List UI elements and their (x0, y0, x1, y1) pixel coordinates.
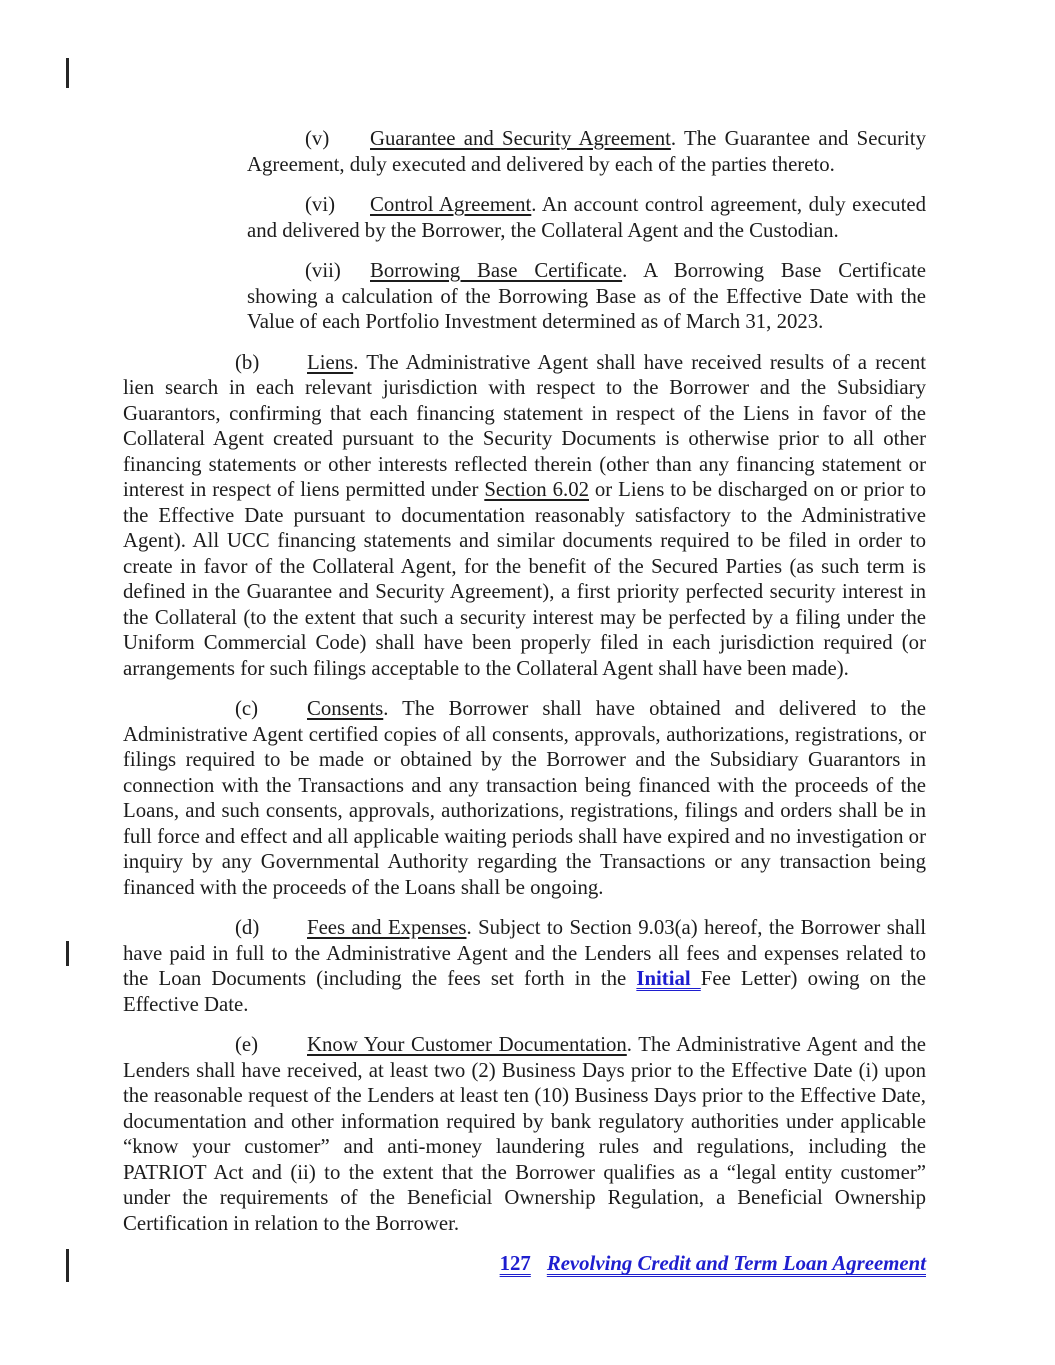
paragraph-label: (e) (235, 1033, 259, 1056)
paragraph-label: (v) (305, 127, 330, 150)
margin-change-bar (66, 1249, 69, 1282)
paragraph-b (123, 350, 926, 682)
underlined-heading: Consents (307, 697, 384, 720)
text-run: . The Administrative Agent and the Lenders shall have received, at least two (2) Business Days prior to the Effective Date (i) upon the reasonable request of the Lenders at least ten (10) Business Days prior to the Effective Date, documentation and other information required by bank regulatory authorities under applicable “know your customer” and anti-money laundering rules and regulations, including the PATRIOT Act and (ii) to the extent that the Borrower qualifies as a “legal entity customer” under the requirements of the Beneficial Ownership Regulation, a Beneficial Ownership Certification in relation to the Borrower. (123, 1033, 926, 1235)
text-run: . The Administrative Agent shall have received results of a recent lien search in each relevant jurisdiction with respect to the Borrower and the Subsidiary Guarantors, confirming that each financing statement in respect of the Liens in favor of the Collateral Agent created pursuant to the Security Documents is otherwise prior to all other financing statements or other interests reflected therein (other than any financing statement or interest in respect of liens permitted under (123, 350, 926, 501)
page-footer (500, 1252, 926, 1276)
paragraph-label: (d) (235, 916, 260, 939)
paragraph-vii (247, 258, 926, 335)
paragraph-d (123, 915, 926, 1017)
underlined-heading: Know Your Customer Documentation (307, 1033, 627, 1056)
underlined-heading: Borrowing Base Certificate (370, 259, 623, 282)
underlined-heading: Control Agreement (370, 193, 532, 216)
margin-change-bar (66, 941, 69, 966)
paragraph-label: (vii) (305, 259, 341, 282)
underlined-heading: Guarantee and Security Agreement (370, 127, 671, 150)
text-run: . A Borrowing Base Certificate showing a calculation of the Borrowing Base as of the Effective Date with the Value of each Portfolio Investment determined as of March 31, 2023. (247, 259, 926, 333)
paragraph-label: (b) (235, 350, 260, 374)
paragraph-e (123, 1032, 926, 1236)
text-run: . The Borrower shall have obtained and delivered to the Administrative Agent certified copies of all consents, approvals, authorizations, registrations, or filings required to be made or obtained by the Borrower and the Subsidiary Guarantors in connection with the Transactions and any transaction being financed with the proceeds of the Loans, and such consents, approvals, authorizations, registrations, filings and orders shall be in full force and effect and all applicable waiting periods shall have expired and no investigation or inquiry by any Governmental Authority regarding the Transactions or any transaction being financed with the proceeds of the Loans shall be ongoing. (123, 697, 926, 899)
tracked-insertion: Initial (636, 967, 701, 990)
text-run: . Subject to Section 9.03(a) hereof, the Borrower shall have paid in full to the Administrative Agent and the Lenders all fees and expenses related to the Loan Documents (including the fees set forth in the (123, 916, 926, 990)
page-number: 127 (499, 1252, 531, 1275)
paragraph-label: (vi) (305, 193, 336, 216)
text-run: or Liens to be discharged on or prior to the Effective Date pursuant to documentation reasonably satisfactory to the Administrative Agent). All UCC financing statements and similar documents required to be filed in order to create in favor of the Collateral Agent, for the benefit of the Secured Parties (as such term is defined in the Guarantee and Security Agreement), a first priority perfected security interest in the Collateral (to the extent that such a security interest may be perfected by a filing under the Uniform Commercial Code) shall have been properly filed in each jurisdiction required (or arrangements for such filings acceptable to the Collateral Agent shall have been made). (123, 478, 926, 680)
document-body (123, 126, 926, 1251)
paragraph-label: (c) (235, 697, 259, 720)
footer-document-title: Revolving Credit and Term Loan Agreement (546, 1252, 926, 1275)
paragraph-c (123, 696, 926, 900)
margin-change-bar (66, 58, 69, 88)
paragraph-v (247, 126, 926, 177)
underlined-heading: Section 6.02 (484, 478, 589, 501)
underlined-heading: Liens (307, 350, 354, 374)
underlined-heading: Fees and Expenses (307, 916, 467, 939)
text-run: . An account control agreement, duly executed and delivered by the Borrower, the Collateral Agent and the Custodian. (247, 193, 926, 242)
text-run: . The Guarantee and Security Agreement, duly executed and delivered by each of the parties thereto. (247, 127, 926, 176)
text-run: Fee Letter) owing on the Effective Date. (123, 967, 926, 1016)
paragraph-vi (247, 192, 926, 243)
